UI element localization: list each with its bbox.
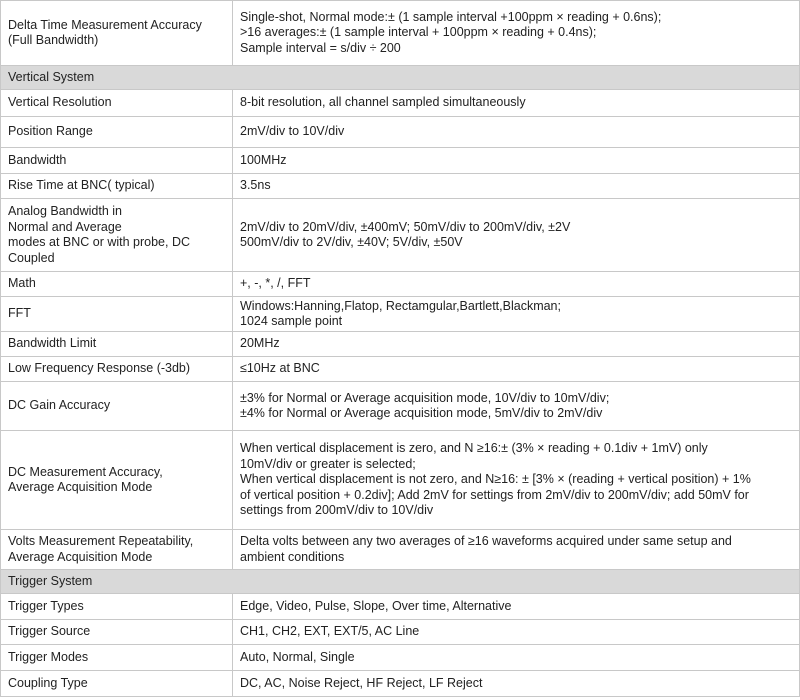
spec-label: Trigger Types <box>1 594 233 620</box>
spec-label: FFT <box>1 297 233 332</box>
spec-label: Trigger Source <box>1 620 233 645</box>
table-row <box>1 530 800 570</box>
table-row <box>1 199 800 272</box>
spec-label: Analog Bandwidth in Normal and Average modes at BNC or with probe, DC Coupled <box>1 199 233 272</box>
table-row <box>1 148 800 174</box>
spec-label: Math <box>1 272 233 297</box>
table-row <box>1 431 800 530</box>
spec-label: Vertical Resolution <box>1 90 233 117</box>
spec-value: 3.5ns <box>233 174 800 199</box>
spec-value: Auto, Normal, Single <box>233 645 800 671</box>
table-row <box>1 671 800 697</box>
table-row <box>1 297 800 332</box>
spec-label: Position Range <box>1 117 233 148</box>
spec-value: 2mV/div to 10V/div <box>233 117 800 148</box>
spec-label: Bandwidth <box>1 148 233 174</box>
spec-value: When vertical displacement is zero, and N ≥16:± (3% × reading + 0.1div + 1mV) only 10mV/div or greater is selected; When vertical displacement is not zero, and N≥16: ± [3% × (reading + vertical position) + 1% of vertical position + 0.2div]; Add 2mV for settings from 2mV/div to 200mV/div; add 50mV for settings from 200mV/div to 10V/div <box>233 431 800 530</box>
table-row <box>1 117 800 148</box>
spec-value: +, -, *, /, FFT <box>233 272 800 297</box>
spec-label: Delta Time Measurement Accuracy (Full Bandwidth) <box>1 1 233 66</box>
spec-label: Coupling Type <box>1 671 233 697</box>
spec-label: DC Gain Accuracy <box>1 382 233 431</box>
spec-value: 8-bit resolution, all channel sampled simultaneously <box>233 90 800 117</box>
spec-value: DC, AC, Noise Reject, HF Reject, LF Reject <box>233 671 800 697</box>
table-row <box>1 594 800 620</box>
spec-value: ±3% for Normal or Average acquisition mode, 10V/div to 10mV/div; ±4% for Normal or Average acquisition mode, 5mV/div to 2mV/div <box>233 382 800 431</box>
spec-value: 20MHz <box>233 332 800 357</box>
table-row <box>1 332 800 357</box>
table-row <box>1 1 800 66</box>
spec-value: Windows:Hanning,Flatop, Rectamgular,Bartlett,Blackman; 1024 sample point <box>233 297 800 332</box>
section-header: Vertical System <box>1 66 800 90</box>
table-row <box>1 645 800 671</box>
table-row <box>1 272 800 297</box>
spec-value: Single-shot, Normal mode:± (1 sample interval +100ppm × reading + 0.6ns); >16 averages:± (1 sample interval + 100ppm × reading + 0.4ns); Sample interval = s/div ÷ 200 <box>233 1 800 66</box>
section-header-row <box>1 66 800 90</box>
table-row <box>1 90 800 117</box>
table-row <box>1 357 800 382</box>
spec-value: CH1, CH2, EXT, EXT/5, AC Line <box>233 620 800 645</box>
spec-value: ≤10Hz at BNC <box>233 357 800 382</box>
table-row <box>1 382 800 431</box>
spec-value: Delta volts between any two averages of ≥16 waveforms acquired under same setup and ambient conditions <box>233 530 800 570</box>
spec-label: Volts Measurement Repeatability, Average Acquisition Mode <box>1 530 233 570</box>
section-header: Trigger System <box>1 570 800 594</box>
spec-label: Low Frequency Response (-3db) <box>1 357 233 382</box>
section-header-row <box>1 570 800 594</box>
spec-label: Rise Time at BNC( typical) <box>1 174 233 199</box>
spec-label: Bandwidth Limit <box>1 332 233 357</box>
table-row <box>1 174 800 199</box>
spec-label: DC Measurement Accuracy, Average Acquisition Mode <box>1 431 233 530</box>
table-row <box>1 620 800 645</box>
spec-value: 100MHz <box>233 148 800 174</box>
spec-value: 2mV/div to 20mV/div, ±400mV; 50mV/div to 200mV/div, ±2V 500mV/div to 2V/div, ±40V; 5V/div, ±50V <box>233 199 800 272</box>
spec-label: Trigger Modes <box>1 645 233 671</box>
spec-value: Edge, Video, Pulse, Slope, Over time, Alternative <box>233 594 800 620</box>
